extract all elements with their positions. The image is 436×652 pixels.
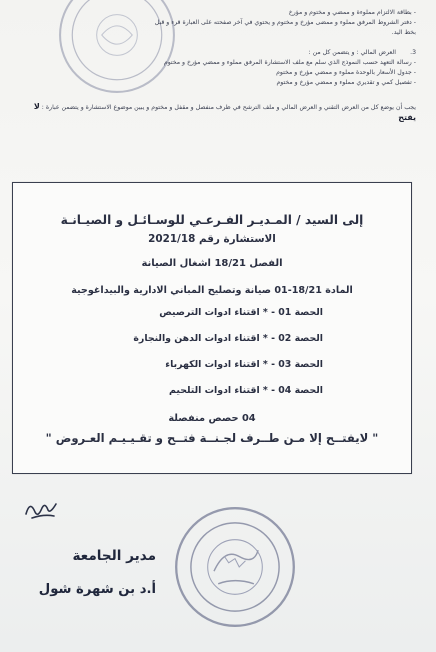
addressee-line: إلى السيد / المـديـر الفـرعـي للوسـائـل و الصيـانـة bbox=[60, 213, 364, 227]
lots-count: 04 حصص منفصلة bbox=[168, 413, 256, 424]
lot-item: الحصة 02 - * اقتناء ادوات الدهن والنجارة bbox=[133, 333, 323, 344]
signatory-title: مدير الجامعة bbox=[72, 548, 156, 564]
envelope-label-box bbox=[12, 182, 412, 474]
closing-emphasis: لا يفتح bbox=[33, 102, 416, 122]
article-line: المادة 18/21-01 صيانة وتصليح المباني الادارية والبيداغوجية bbox=[71, 285, 353, 296]
chapter-line: الفصل 18/21 اشغال الصيانة bbox=[141, 258, 283, 269]
signatory-name: أ.د بن شهرة شول bbox=[38, 582, 156, 597]
bullet-line: - دفتر الشروط المرفق مملوء و ممضى مؤرخ و مختوم و يحتوي في آخر صفحته على العبارة قرء و قبل bbox=[154, 19, 416, 26]
do-not-open-warning: " لايفتــح إلا مـن طــرف لجـنــة فتــح و تقـيـيـم العـروض " bbox=[45, 431, 379, 445]
bullet-line: - تفصيل كمي و تقديري مملوء و ممضي مؤرخ و مختوم bbox=[276, 79, 416, 86]
financial-offer-heading: 3. العرض المالي : و يتضمن كل من : bbox=[308, 49, 416, 56]
bullet-line: - بطاقة الالتزام مملوءة و ممضي و مختوم و مؤرخ bbox=[288, 9, 416, 16]
bullet-line: - رسالة التعهد حسب النموذج الذي سلم مع ملف الاستشارة المرفق مملوء و ممضي مؤرخ و مختوم bbox=[163, 59, 416, 66]
bullet-line-continued: بخط اليد. bbox=[391, 29, 416, 36]
consultation-number: الاستشارة رقم 2021/18 bbox=[148, 233, 276, 245]
lot-item: الحصة 03 - * اقتناء ادوات الكهرباء bbox=[165, 359, 323, 370]
closing-paragraph: يجب أن يوضع كل من العرض التقني و العرض المالي و ملف الترشح في ظرف منفصل و مقفل و مختوم و يبين موضوع الاستشارة و يتضمن عبارة : لا يفتح bbox=[33, 102, 416, 122]
lot-item: الحصة 04 - * اقتناء ادوات التلحيم bbox=[169, 385, 323, 396]
signature-block bbox=[26, 548, 156, 597]
lot-item: الحصة 01 - * اقتناء ادوات الترصيص bbox=[159, 307, 323, 318]
official-stamp-bottom bbox=[172, 504, 298, 630]
bullet-line: - جدول الأسعار بالوحدة مملوء و ممضي مؤرخ و مختوم bbox=[276, 69, 416, 76]
requirements-text bbox=[20, 8, 416, 124]
handwritten-initials bbox=[22, 492, 62, 522]
